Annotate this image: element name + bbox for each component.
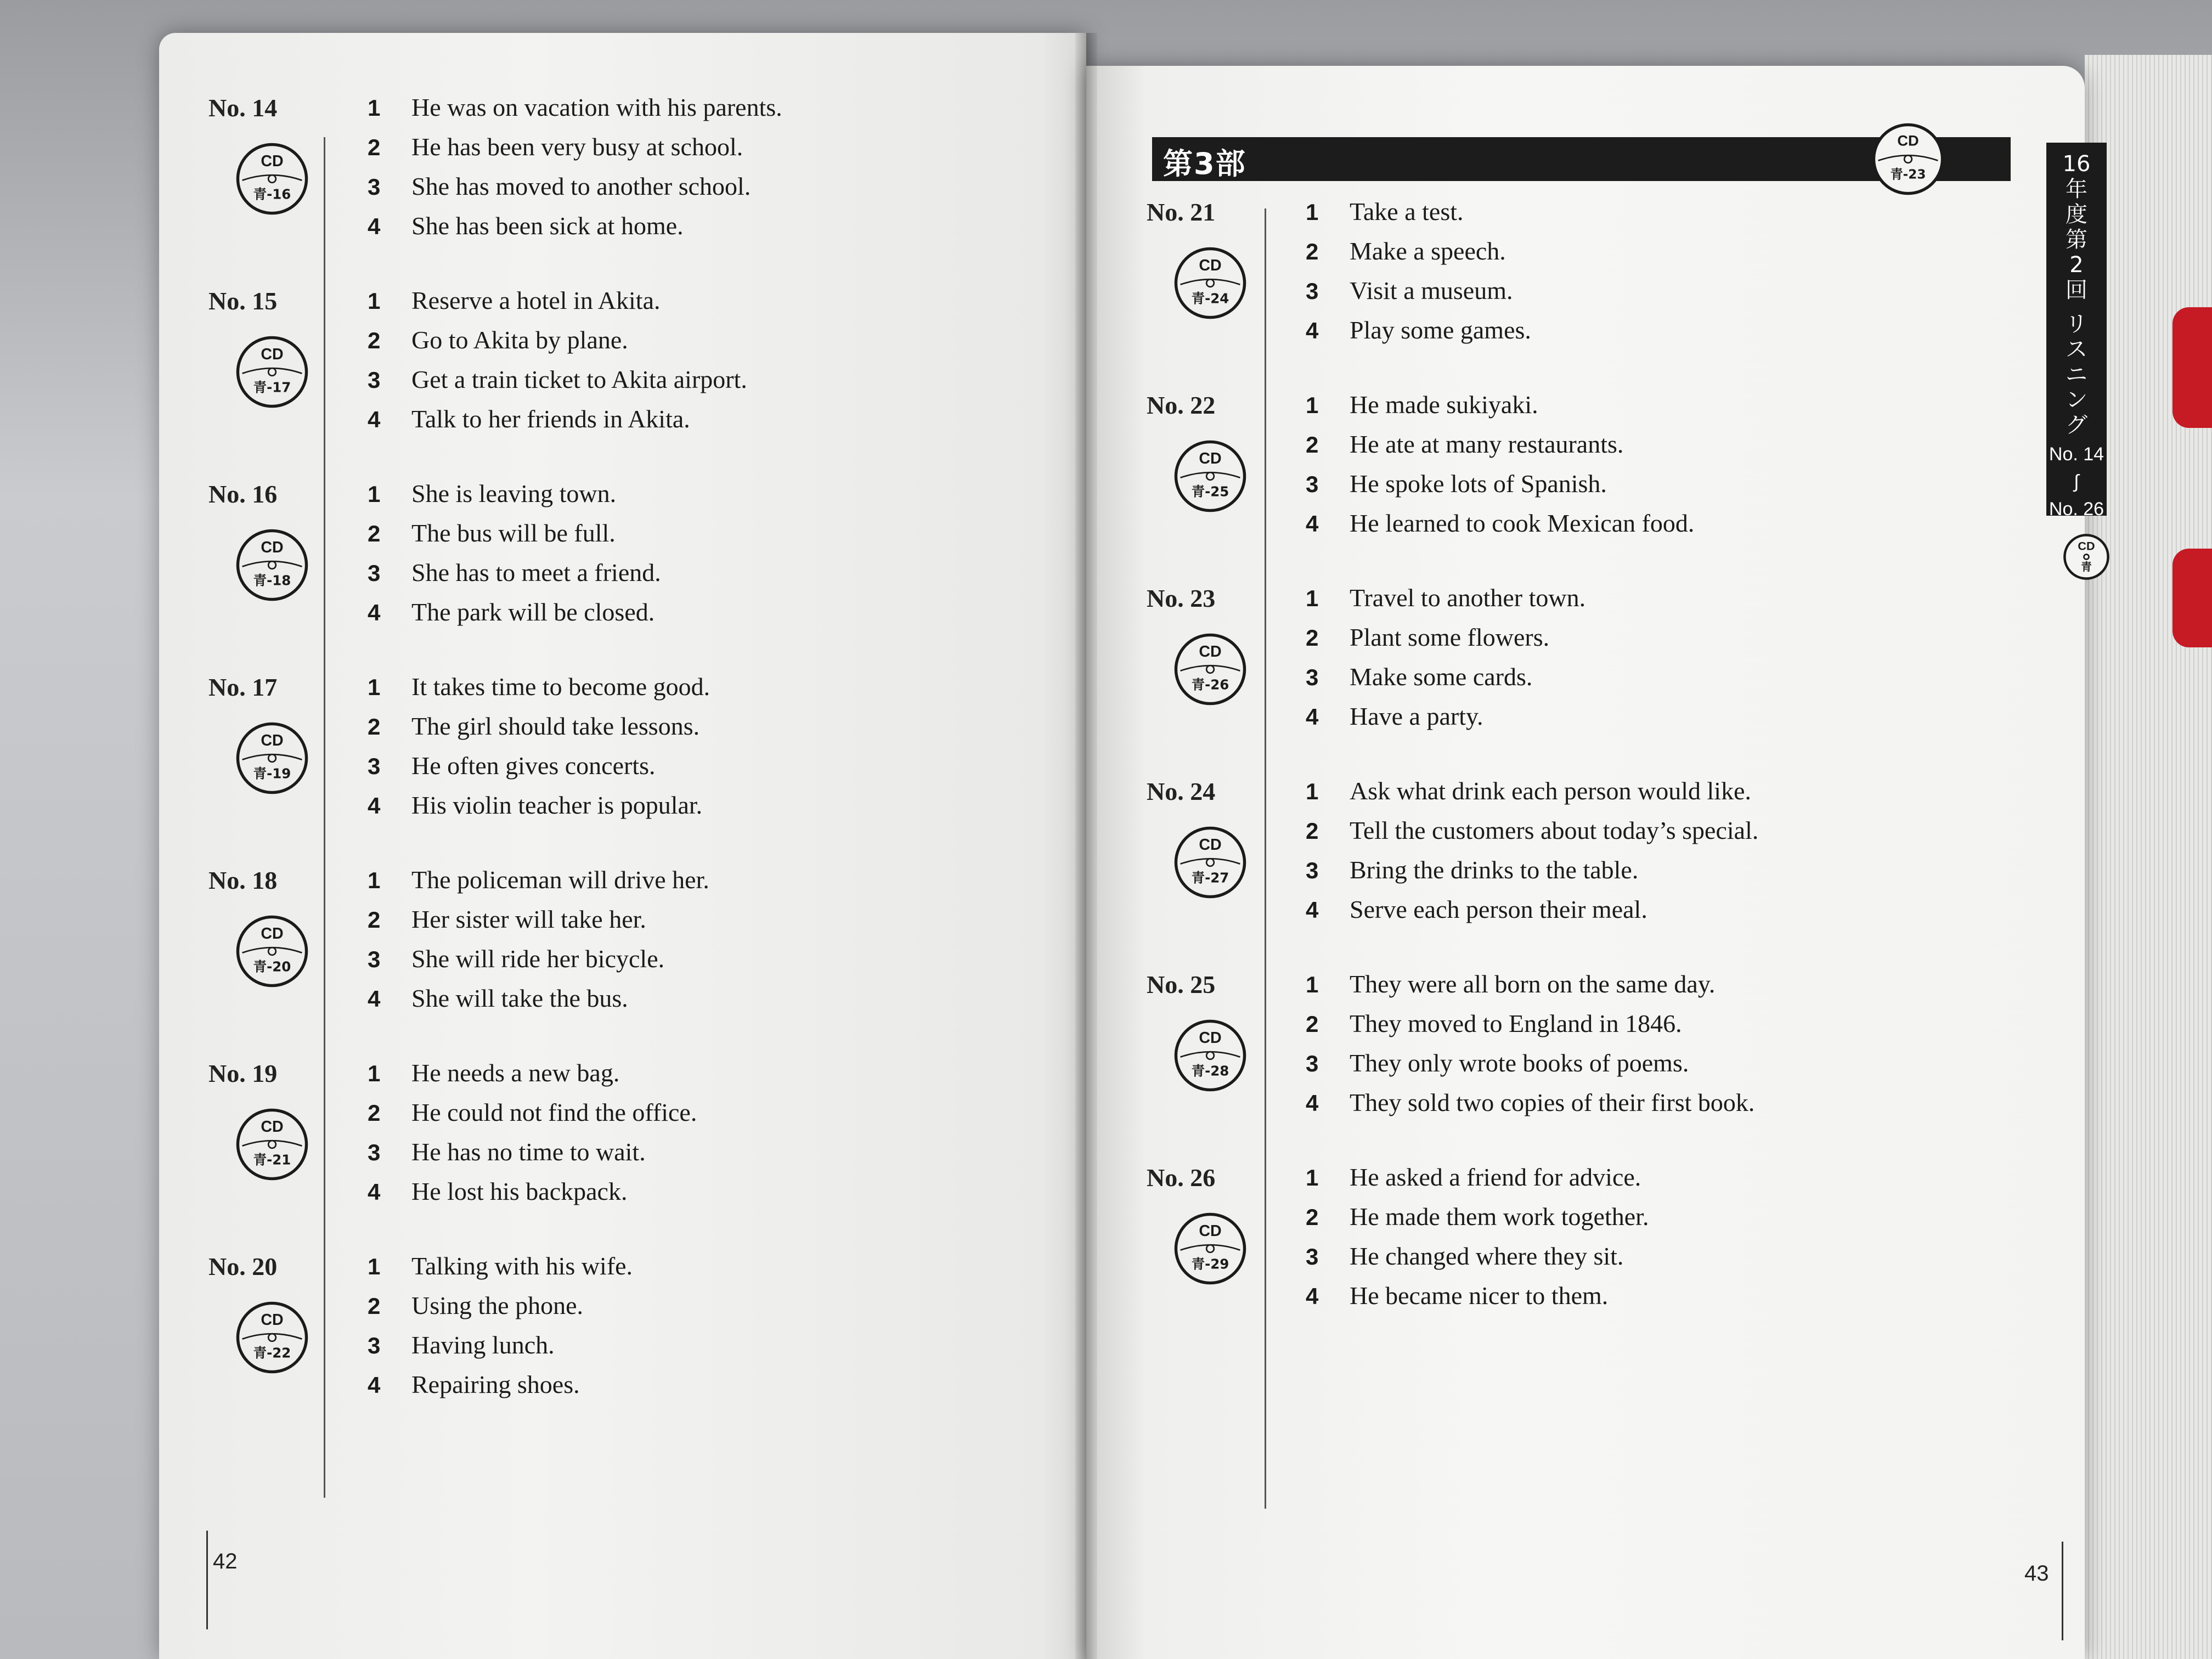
cd-icon [1173, 632, 1248, 707]
option-number: 4 [1306, 1090, 1319, 1116]
option-number: 2 [1306, 1011, 1319, 1037]
question-number: No. 20 [208, 1252, 278, 1280]
option-number: 1 [1306, 199, 1319, 225]
answer-option [368, 1365, 580, 1403]
question-block [1147, 584, 1860, 748]
cd-track-label: 青-25 [1191, 483, 1229, 500]
option-number: 1 [368, 867, 381, 893]
option-number: 2 [1306, 239, 1319, 264]
answer-option [368, 979, 628, 1017]
option-text: They only wrote books of poems. [1350, 1049, 1689, 1077]
option-number: 2 [368, 714, 381, 740]
option-text: He learned to cook Mexican food. [1350, 509, 1695, 537]
cd-track-label: 青 [2081, 561, 2092, 574]
cd-icon-label: CD [1199, 836, 1222, 854]
option-text: Ask what drink each person would like. [1350, 777, 1752, 805]
option-number: 3 [1306, 664, 1319, 690]
section-title: 第3部 [1163, 146, 1246, 181]
cd-icon-label: CD [1199, 642, 1222, 661]
question-block [208, 673, 922, 837]
option-number: 3 [368, 367, 381, 393]
answer-option [1306, 771, 1751, 810]
option-number: 4 [1306, 318, 1319, 343]
answer-option [368, 553, 661, 591]
answer-option [368, 514, 616, 552]
option-text: Using the phone. [411, 1291, 584, 1319]
cd-icon-label: CD [261, 1311, 284, 1329]
question-block [1147, 391, 1860, 555]
cd-track-label: 青-27 [1191, 870, 1229, 886]
cd-icon [1173, 1211, 1248, 1286]
option-text: Visit a museum. [1350, 276, 1513, 304]
option-number: 2 [1306, 432, 1319, 458]
option-text: He asked a friend for advice. [1350, 1163, 1641, 1191]
answer-option [1306, 850, 1638, 889]
cd-icon-label: CD [1199, 256, 1222, 274]
cd-icon-label: CD [261, 924, 284, 943]
answer-option [1306, 1237, 1623, 1275]
option-text: They sold two copies of their first book. [1350, 1088, 1755, 1116]
answer-option [368, 320, 628, 359]
cd-icon [235, 914, 309, 989]
book-spine-shadow [1075, 33, 1097, 1659]
cd-track-label: 青-23 [1890, 167, 1926, 182]
answer-option [1306, 890, 1647, 928]
option-text: He changed where they sit. [1350, 1242, 1624, 1270]
option-text: They were all born on the same day. [1350, 970, 1716, 998]
cd-track-label: 青-28 [1191, 1063, 1229, 1079]
cd-track-label: 青-18 [253, 572, 291, 589]
answer-option [368, 1093, 697, 1131]
page-number-rule [206, 1531, 208, 1629]
option-number: 4 [368, 1372, 381, 1398]
cd-icon-label: CD [1897, 132, 1919, 149]
red-index-tab [2172, 549, 2212, 647]
cd-track-label: 青-17 [253, 379, 291, 396]
answer-option [368, 746, 656, 785]
answer-option [368, 592, 654, 631]
answer-option [368, 1286, 583, 1324]
option-text: Make some cards. [1350, 663, 1533, 691]
question-number: No. 18 [208, 866, 278, 894]
answer-option [1306, 425, 1623, 463]
option-text: Repairing shoes. [411, 1370, 580, 1398]
cd-track-label: 青-19 [253, 765, 291, 782]
answer-option [368, 474, 616, 512]
option-text: The bus will be full. [411, 519, 616, 547]
question-block [208, 1252, 922, 1417]
answer-option [368, 88, 782, 126]
answer-option [1306, 504, 1694, 542]
option-text: Plant some flowers. [1350, 623, 1550, 651]
option-text: She will take the bus. [411, 984, 628, 1012]
answer-option [1306, 1004, 1682, 1042]
option-text: He has no time to wait. [411, 1138, 646, 1166]
question-block [1147, 198, 1860, 362]
cd-icon-label: CD [261, 731, 284, 749]
question-block [208, 866, 922, 1030]
cd-track-label: 青-20 [253, 958, 291, 975]
answer-option [368, 707, 699, 745]
option-number: 1 [1306, 972, 1319, 997]
cd-track-label: 青-24 [1191, 290, 1229, 307]
option-text: He often gives concerts. [411, 752, 656, 780]
question-number: No. 21 [1147, 198, 1216, 226]
answer-option [1306, 657, 1532, 696]
cd-track-label: 青-26 [1191, 676, 1229, 693]
option-text: She has to meet a friend. [411, 558, 661, 586]
answer-option [368, 1325, 555, 1364]
chapter-side-tab [2046, 143, 2107, 520]
question-number: No. 17 [208, 673, 278, 701]
option-number: 2 [1306, 625, 1319, 651]
page-number-left: 42 [213, 1549, 238, 1573]
option-number: 1 [368, 288, 381, 314]
answer-option [1306, 578, 1585, 617]
option-text: Make a speech. [1350, 237, 1506, 265]
option-text: Reserve a hotel in Akita. [411, 286, 661, 314]
option-number: 3 [368, 560, 381, 586]
side-tab-range-sep: ∫ [2074, 471, 2079, 492]
answer-option [368, 127, 743, 166]
answer-option [368, 1053, 619, 1092]
option-number: 4 [368, 793, 381, 819]
option-number: 2 [368, 521, 381, 546]
option-text: She will ride her bicycle. [411, 945, 665, 973]
option-text: Talking with his wife. [411, 1252, 633, 1280]
answer-option [1306, 964, 1715, 1003]
option-text: Have a party. [1350, 702, 1483, 730]
option-text: He became nicer to them. [1350, 1282, 1609, 1310]
cd-track-label: 青-22 [253, 1345, 291, 1361]
option-text: He made sukiyaki. [1350, 391, 1538, 419]
side-tab-range-start: No. 14 [2049, 444, 2104, 465]
option-number: 2 [368, 1293, 381, 1319]
cd-icon-label: CD [261, 538, 284, 556]
option-number: 1 [368, 481, 381, 507]
option-text: She has been sick at home. [411, 212, 684, 240]
option-text: The girl should take lessons. [411, 712, 700, 740]
question-number: No. 14 [208, 94, 278, 122]
cd-icon [2062, 532, 2111, 582]
cd-icon [235, 335, 309, 409]
option-text: He lost his backpack. [411, 1177, 628, 1205]
option-number: 2 [368, 134, 381, 160]
answer-option [1306, 697, 1483, 735]
option-text: Get a train ticket to Akita airport. [411, 365, 747, 393]
option-number: 4 [1306, 1283, 1319, 1309]
option-text: Her sister will take her. [411, 905, 646, 933]
question-number: No. 16 [208, 480, 278, 508]
side-tab-range-end: No. 26 [2049, 499, 2104, 520]
option-number: 4 [368, 986, 381, 1012]
option-number: 1 [1306, 392, 1319, 418]
option-number: 3 [1306, 857, 1319, 883]
option-text: He ate at many restaurants. [1350, 430, 1624, 458]
option-text: The policeman will drive her. [411, 866, 709, 894]
cd-icon-label: CD [2078, 539, 2095, 553]
question-number: No. 24 [1147, 777, 1216, 805]
answer-option [368, 667, 710, 706]
page-number-right: 43 [2024, 1561, 2049, 1585]
option-number: 4 [368, 600, 381, 625]
answer-option [1306, 1083, 1754, 1121]
cd-track-label: 青-16 [253, 186, 291, 202]
answer-option [1306, 1158, 1641, 1196]
option-text: He spoke lots of Spanish. [1350, 470, 1607, 498]
answer-option [368, 360, 747, 398]
cd-icon [1173, 1018, 1248, 1093]
cd-icon-label: CD [261, 152, 284, 170]
option-number: 3 [368, 753, 381, 779]
cd-track-label: 青-21 [253, 1152, 291, 1168]
question-number: No. 23 [1147, 584, 1216, 612]
option-number: 3 [1306, 278, 1319, 304]
option-number: 2 [1306, 818, 1319, 844]
option-number: 3 [368, 946, 381, 972]
option-number: 4 [1306, 897, 1319, 923]
cd-icon [235, 1300, 309, 1375]
option-number: 4 [1306, 704, 1319, 730]
option-text: He needs a new bag. [411, 1059, 620, 1087]
answer-option [1306, 271, 1513, 309]
option-text: It takes time to become good. [411, 673, 710, 701]
cd-icon-label: CD [1199, 1222, 1222, 1240]
page-number-rule [2062, 1542, 2063, 1640]
cd-icon [235, 142, 309, 216]
option-number: 3 [1306, 471, 1319, 497]
option-text: Talk to her friends in Akita. [411, 405, 690, 433]
answer-option [368, 1172, 627, 1210]
question-number: No. 26 [1147, 1164, 1216, 1192]
answer-option [1306, 464, 1607, 503]
answer-option [368, 167, 751, 205]
option-number: 3 [1306, 1244, 1319, 1269]
answer-option [1306, 811, 1758, 849]
question-number: No. 19 [208, 1059, 278, 1087]
option-number: 2 [368, 328, 381, 353]
option-number: 2 [368, 907, 381, 933]
question-block [1147, 1163, 1860, 1328]
question-number: No. 22 [1147, 391, 1216, 419]
answer-option [368, 281, 661, 319]
option-text: Travel to another town. [1350, 584, 1586, 612]
question-block [1147, 970, 1860, 1135]
question-number: No. 15 [208, 287, 278, 315]
option-number: 3 [368, 1333, 381, 1358]
option-number: 4 [1306, 511, 1319, 537]
option-number: 1 [368, 1060, 381, 1086]
option-text: They moved to England in 1846. [1350, 1009, 1682, 1037]
cd-icon-label: CD [1199, 1029, 1222, 1047]
option-number: 1 [1306, 1165, 1319, 1190]
option-number: 1 [368, 1254, 381, 1279]
answer-option [368, 939, 664, 978]
option-number: 1 [368, 95, 381, 121]
option-number: 2 [368, 1100, 381, 1126]
answer-option [368, 399, 690, 438]
question-block [208, 286, 922, 451]
option-text: He could not find the office. [411, 1098, 697, 1126]
question-block [208, 479, 922, 644]
cd-icon [235, 1107, 309, 1182]
answer-option [1306, 311, 1531, 349]
option-number: 1 [1306, 778, 1319, 804]
option-text: Having lunch. [411, 1331, 555, 1359]
cd-icon [235, 721, 309, 795]
option-text: Tell the customers about today’s special. [1350, 816, 1759, 844]
answer-option [368, 1132, 646, 1171]
option-text: The park will be closed. [411, 598, 655, 626]
option-text: Take a test. [1350, 198, 1464, 225]
cd-icon [235, 528, 309, 602]
question-number: No. 25 [1147, 970, 1216, 998]
answer-option [368, 900, 646, 938]
answer-option [1306, 618, 1549, 656]
option-text: His violin teacher is popular. [411, 791, 703, 819]
option-text: He made them work together. [1350, 1203, 1649, 1231]
option-text: Serve each person their meal. [1350, 895, 1647, 923]
cd-icon-label: CD [1199, 449, 1222, 467]
option-number: 1 [368, 674, 381, 700]
question-block [1147, 777, 1860, 941]
question-block [208, 1059, 922, 1223]
option-number: 4 [368, 213, 381, 239]
option-text: Play some games. [1350, 316, 1531, 344]
option-number: 2 [1306, 1204, 1319, 1230]
answer-option [1306, 1043, 1689, 1082]
cd-icon [1173, 246, 1248, 320]
cd-icon [1173, 825, 1248, 900]
option-text: He was on vacation with his parents. [411, 93, 782, 121]
answer-option [368, 206, 684, 245]
answer-option [1306, 1197, 1649, 1235]
option-text: Go to Akita by plane. [411, 326, 628, 354]
option-number: 3 [1306, 1051, 1319, 1076]
option-number: 4 [368, 407, 381, 432]
cd-icon [1173, 439, 1248, 514]
side-tab-year: 16年度第2回 [2062, 151, 2091, 303]
answer-option [1306, 385, 1538, 424]
answer-option [368, 786, 702, 824]
option-number: 1 [1306, 585, 1319, 611]
answer-option [368, 1246, 633, 1285]
answer-option [368, 860, 709, 899]
option-text: She has moved to another school. [411, 172, 751, 200]
cd-track-label: 青-29 [1191, 1256, 1229, 1272]
answer-option [1306, 232, 1506, 270]
cd-icon-label: CD [261, 1118, 284, 1136]
option-text: She is leaving town. [411, 479, 617, 507]
option-number: 4 [368, 1179, 381, 1205]
answer-option [1306, 192, 1464, 230]
option-text: He has been very busy at school. [411, 133, 743, 161]
red-index-tab [2172, 307, 2212, 428]
answer-option [1306, 1276, 1608, 1314]
option-text: Bring the drinks to the table. [1350, 856, 1639, 884]
option-number: 3 [368, 1139, 381, 1165]
side-tab-kind: リスニング [2066, 312, 2087, 438]
cd-icon-label: CD [261, 345, 284, 363]
question-block [208, 93, 922, 258]
cd-icon [1871, 122, 1945, 196]
option-number: 3 [368, 174, 381, 200]
